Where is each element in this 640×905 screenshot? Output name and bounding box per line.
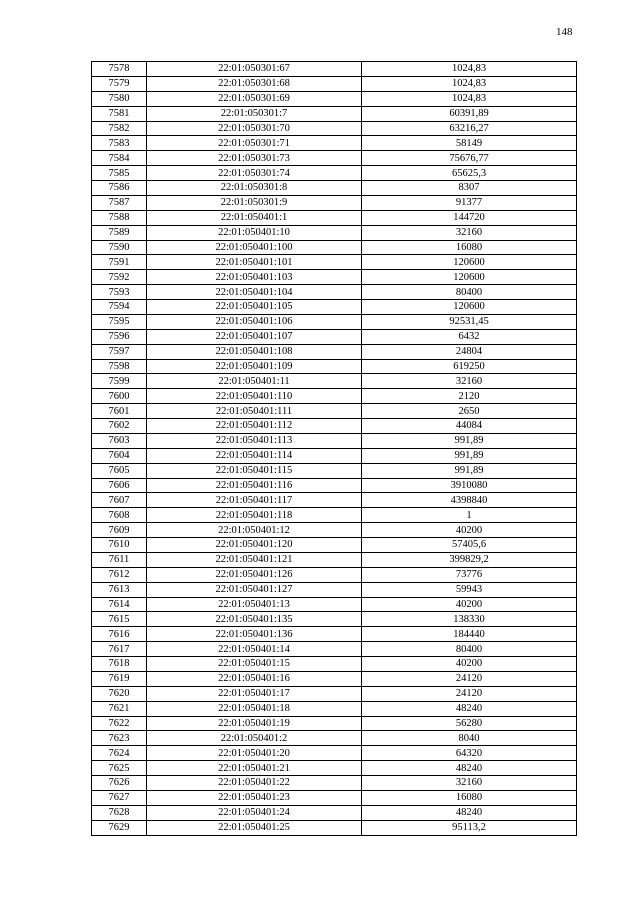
value-cell: 4398840 [362,493,577,508]
table-row [92,671,577,686]
value-cell: 40200 [362,657,577,672]
row-number-cell: 7600 [92,389,147,404]
row-number-cell: 7611 [92,552,147,567]
row-number-cell: 7604 [92,448,147,463]
value-cell: 1024,83 [362,62,577,77]
value-cell: 6432 [362,329,577,344]
table-row [92,508,577,523]
row-number-cell: 7580 [92,91,147,106]
value-cell: 16080 [362,790,577,805]
value-cell: 48240 [362,701,577,716]
value-cell: 64320 [362,746,577,761]
cadastral-number-cell: 22:01:050401:116 [147,478,362,493]
value-cell: 8040 [362,731,577,746]
cadastral-number-cell: 22:01:050401:23 [147,790,362,805]
table-row [92,136,577,151]
value-cell: 619250 [362,359,577,374]
cadastral-number-cell: 22:01:050401:22 [147,776,362,791]
data-table [91,61,577,836]
table-row [92,463,577,478]
cadastral-number-cell: 22:01:050301:67 [147,62,362,77]
row-number-cell: 7583 [92,136,147,151]
value-cell: 24120 [362,686,577,701]
value-cell: 16080 [362,240,577,255]
table-row [92,820,577,835]
cadastral-number-cell: 22:01:050401:106 [147,314,362,329]
cadastral-number-cell: 22:01:050401:17 [147,686,362,701]
row-number-cell: 7615 [92,612,147,627]
table-row [92,582,577,597]
value-cell: 991,89 [362,448,577,463]
row-number-cell: 7587 [92,195,147,210]
row-number-cell: 7578 [92,62,147,77]
table-row [92,731,577,746]
value-cell: 32160 [362,776,577,791]
cadastral-number-cell: 22:01:050401:25 [147,820,362,835]
table-row [92,686,577,701]
table-row [92,300,577,315]
value-cell: 144720 [362,210,577,225]
table-row [92,210,577,225]
row-number-cell: 7585 [92,166,147,181]
row-number-cell: 7626 [92,776,147,791]
table-row [92,448,577,463]
table-row [92,716,577,731]
cadastral-number-cell: 22:01:050401:13 [147,597,362,612]
value-cell: 138330 [362,612,577,627]
row-number-cell: 7612 [92,567,147,582]
row-number-cell: 7581 [92,106,147,121]
cadastral-number-cell: 22:01:050301:74 [147,166,362,181]
table-row [92,76,577,91]
value-cell: 399829,2 [362,552,577,567]
table-row [92,478,577,493]
table-row [92,419,577,434]
table-row [92,91,577,106]
value-cell: 44084 [362,419,577,434]
value-cell: 32160 [362,225,577,240]
table-row [92,255,577,270]
cadastral-number-cell: 22:01:050401:11 [147,374,362,389]
row-number-cell: 7614 [92,597,147,612]
value-cell: 120600 [362,300,577,315]
row-number-cell: 7617 [92,642,147,657]
row-number-cell: 7589 [92,225,147,240]
row-number-cell: 7592 [92,270,147,285]
table-row [92,151,577,166]
value-cell: 991,89 [362,463,577,478]
table-row [92,404,577,419]
row-number-cell: 7588 [92,210,147,225]
cadastral-number-cell: 22:01:050301:73 [147,151,362,166]
cadastral-number-cell: 22:01:050301:68 [147,76,362,91]
value-cell: 3910080 [362,478,577,493]
cadastral-number-cell: 22:01:050401:10 [147,225,362,240]
cadastral-number-cell: 22:01:050301:69 [147,91,362,106]
row-number-cell: 7586 [92,181,147,196]
cadastral-number-cell: 22:01:050401:1 [147,210,362,225]
table-row [92,567,577,582]
table-row [92,746,577,761]
row-number-cell: 7607 [92,493,147,508]
row-number-cell: 7594 [92,300,147,315]
table-row [92,359,577,374]
row-number-cell: 7596 [92,329,147,344]
row-number-cell: 7579 [92,76,147,91]
cadastral-number-cell: 22:01:050401:117 [147,493,362,508]
cadastral-number-cell: 22:01:050401:19 [147,716,362,731]
cadastral-number-cell: 22:01:050401:127 [147,582,362,597]
table-row [92,538,577,553]
value-cell: 120600 [362,255,577,270]
cadastral-number-cell: 22:01:050301:9 [147,195,362,210]
value-cell: 60391,89 [362,106,577,121]
table-row [92,106,577,121]
row-number-cell: 7627 [92,790,147,805]
cadastral-number-cell: 22:01:050401:118 [147,508,362,523]
cadastral-number-cell: 22:01:050401:109 [147,359,362,374]
cadastral-number-cell: 22:01:050401:121 [147,552,362,567]
table-row [92,552,577,567]
value-cell: 2120 [362,389,577,404]
row-number-cell: 7628 [92,805,147,820]
cadastral-number-cell: 22:01:050401:136 [147,627,362,642]
cadastral-number-cell: 22:01:050401:21 [147,761,362,776]
row-number-cell: 7629 [92,820,147,835]
table-body [92,62,577,836]
cadastral-number-cell: 22:01:050401:108 [147,344,362,359]
cadastral-number-cell: 22:01:050401:114 [147,448,362,463]
row-number-cell: 7621 [92,701,147,716]
cadastral-number-cell: 22:01:050301:71 [147,136,362,151]
table-row [92,62,577,77]
table-row [92,121,577,136]
table-row [92,776,577,791]
cadastral-number-cell: 22:01:050401:2 [147,731,362,746]
table-row [92,285,577,300]
cadastral-number-cell: 22:01:050401:135 [147,612,362,627]
cadastral-number-cell: 22:01:050401:112 [147,419,362,434]
row-number-cell: 7590 [92,240,147,255]
table-row [92,374,577,389]
cadastral-number-cell: 22:01:050401:15 [147,657,362,672]
cadastral-number-cell: 22:01:050401:101 [147,255,362,270]
table-row [92,389,577,404]
cadastral-number-cell: 22:01:050401:120 [147,538,362,553]
cadastral-number-cell: 22:01:050401:24 [147,805,362,820]
value-cell: 1024,83 [362,91,577,106]
table-row [92,493,577,508]
row-number-cell: 7593 [92,285,147,300]
row-number-cell: 7625 [92,761,147,776]
cadastral-number-cell: 22:01:050401:107 [147,329,362,344]
table-row [92,701,577,716]
value-cell: 48240 [362,805,577,820]
table-row [92,642,577,657]
value-cell: 80400 [362,285,577,300]
row-number-cell: 7608 [92,508,147,523]
value-cell: 63216,27 [362,121,577,136]
page-number: 148 [556,26,573,38]
value-cell: 92531,45 [362,314,577,329]
value-cell: 184440 [362,627,577,642]
table-row [92,597,577,612]
row-number-cell: 7605 [92,463,147,478]
cadastral-number-cell: 22:01:050401:104 [147,285,362,300]
value-cell: 2650 [362,404,577,419]
cadastral-number-cell: 22:01:050401:16 [147,671,362,686]
cadastral-number-cell: 22:01:050301:70 [147,121,362,136]
value-cell: 73776 [362,567,577,582]
table-row [92,790,577,805]
row-number-cell: 7610 [92,538,147,553]
row-number-cell: 7623 [92,731,147,746]
cadastral-number-cell: 22:01:050401:110 [147,389,362,404]
value-cell: 1024,83 [362,76,577,91]
cadastral-number-cell: 22:01:050401:111 [147,404,362,419]
row-number-cell: 7582 [92,121,147,136]
table-row [92,240,577,255]
row-number-cell: 7595 [92,314,147,329]
value-cell: 56280 [362,716,577,731]
table-row [92,314,577,329]
row-number-cell: 7603 [92,433,147,448]
cadastral-number-cell: 22:01:050401:126 [147,567,362,582]
row-number-cell: 7599 [92,374,147,389]
row-number-cell: 7620 [92,686,147,701]
row-number-cell: 7602 [92,419,147,434]
cadastral-number-cell: 22:01:050401:115 [147,463,362,478]
value-cell: 80400 [362,642,577,657]
row-number-cell: 7618 [92,657,147,672]
cadastral-number-cell: 22:01:050401:20 [147,746,362,761]
table-row [92,761,577,776]
row-number-cell: 7619 [92,671,147,686]
row-number-cell: 7616 [92,627,147,642]
row-number-cell: 7606 [92,478,147,493]
row-number-cell: 7622 [92,716,147,731]
value-cell: 991,89 [362,433,577,448]
value-cell: 48240 [362,761,577,776]
table-row [92,181,577,196]
value-cell: 40200 [362,523,577,538]
row-number-cell: 7591 [92,255,147,270]
value-cell: 32160 [362,374,577,389]
table-row [92,433,577,448]
row-number-cell: 7624 [92,746,147,761]
value-cell: 95113,2 [362,820,577,835]
row-number-cell: 7601 [92,404,147,419]
cadastral-number-cell: 22:01:050401:14 [147,642,362,657]
value-cell: 24804 [362,344,577,359]
cadastral-number-cell: 22:01:050401:103 [147,270,362,285]
cadastral-number-cell: 22:01:050401:100 [147,240,362,255]
row-number-cell: 7584 [92,151,147,166]
value-cell: 59943 [362,582,577,597]
table-row [92,523,577,538]
row-number-cell: 7598 [92,359,147,374]
value-cell: 65625,3 [362,166,577,181]
row-number-cell: 7597 [92,344,147,359]
table-row [92,627,577,642]
cadastral-number-cell: 22:01:050401:18 [147,701,362,716]
table-row [92,225,577,240]
table-row [92,195,577,210]
table-row [92,329,577,344]
table-row [92,805,577,820]
value-cell: 91377 [362,195,577,210]
table-row [92,344,577,359]
table-row [92,657,577,672]
cadastral-number-cell: 22:01:050301:8 [147,181,362,196]
table-row [92,612,577,627]
value-cell: 1 [362,508,577,523]
row-number-cell: 7613 [92,582,147,597]
value-cell: 8307 [362,181,577,196]
cadastral-number-cell: 22:01:050301:7 [147,106,362,121]
row-number-cell: 7609 [92,523,147,538]
table-row [92,270,577,285]
value-cell: 120600 [362,270,577,285]
cadastral-number-cell: 22:01:050401:12 [147,523,362,538]
value-cell: 24120 [362,671,577,686]
value-cell: 58149 [362,136,577,151]
value-cell: 57405,6 [362,538,577,553]
cadastral-number-cell: 22:01:050401:113 [147,433,362,448]
value-cell: 40200 [362,597,577,612]
table-row [92,166,577,181]
value-cell: 75676,77 [362,151,577,166]
cadastral-number-cell: 22:01:050401:105 [147,300,362,315]
